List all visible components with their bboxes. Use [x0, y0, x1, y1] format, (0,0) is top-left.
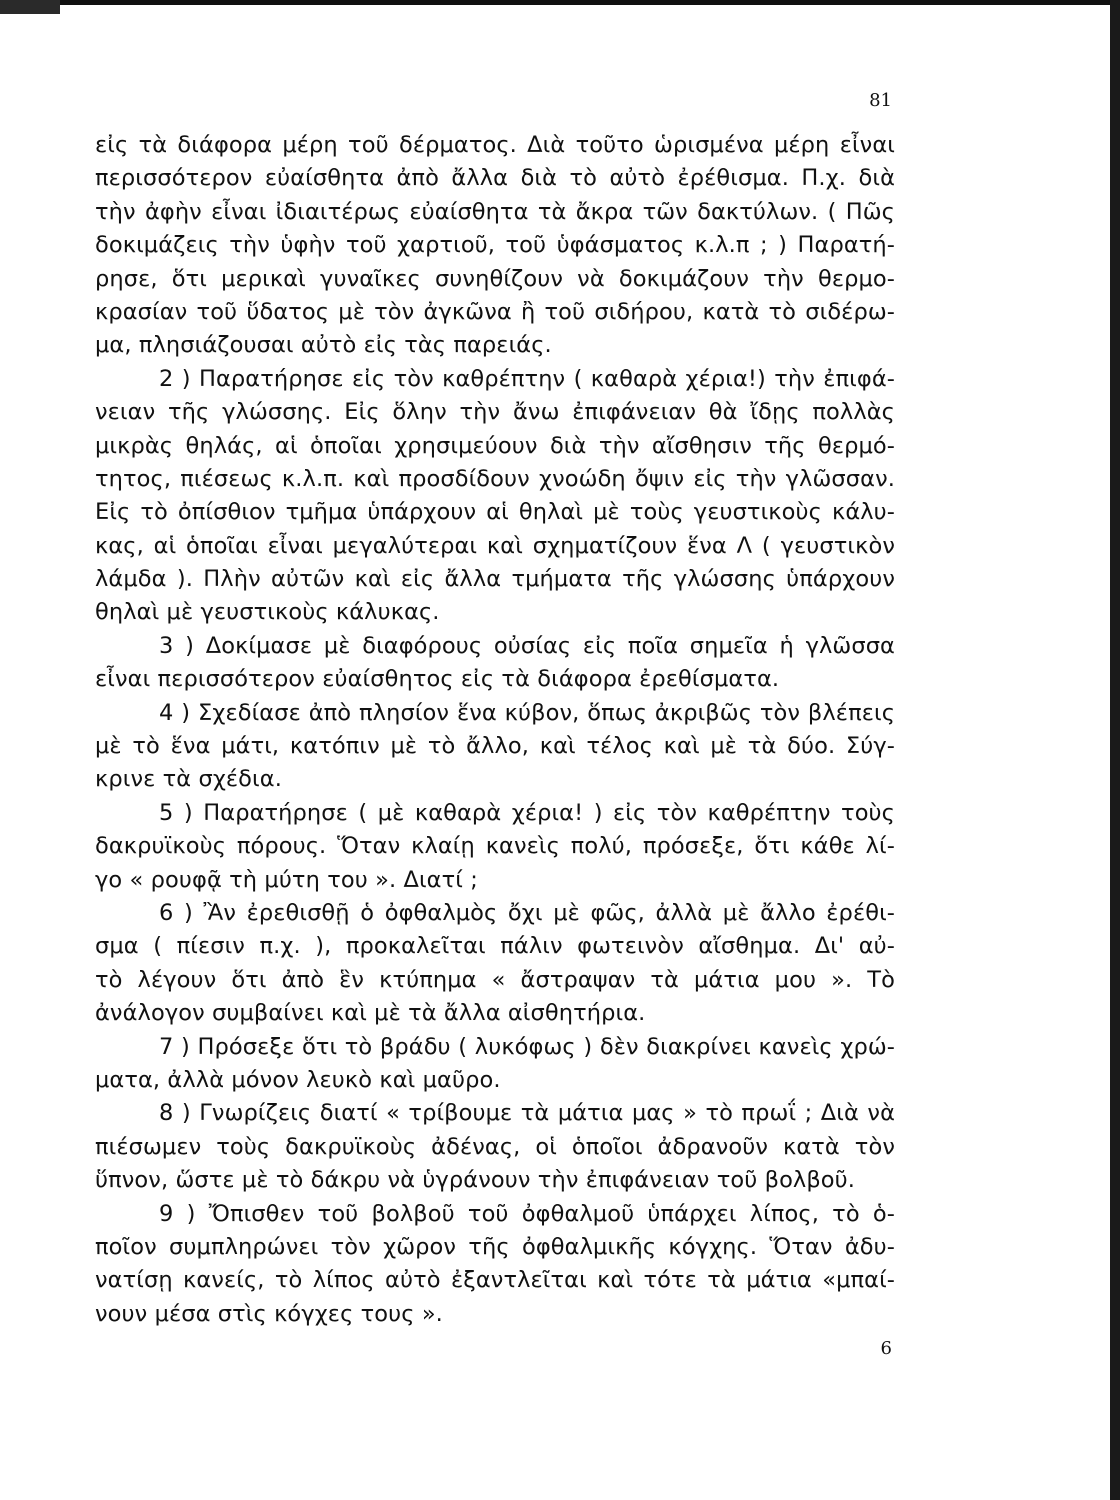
- scan-corner-mark: [0, 0, 60, 14]
- text-line: κρασίαν τοῦ ὕδατος μὲ τὸν ἀγκῶνα ἢ τοῦ σιδήρου, κατὰ τὸ σιδέρω-: [95, 298, 895, 325]
- text-line: εἶναι περισσότερον εὐαίσθητος εἰς τὰ διάφορα ἐρεθίσματα.: [95, 666, 780, 693]
- text-line: 5 ) Παρατήρησε ( μὲ καθαρὰ χέρια! ) εἰς τὸν καθρέπτην τοὺς: [159, 799, 895, 826]
- text-line: ματα, ἀλλὰ μόνον λευκὸ καὶ μαῦρο.: [95, 1066, 501, 1093]
- scan-border-right: [1110, 0, 1120, 1500]
- text-line: 4 ) Σχεδίασε ἀπὸ πλησίον ἕνα κύβον, ὅπως ἀκριβῶς τὸν βλέπεις: [159, 699, 895, 726]
- text-line: ρησε, ὅτι μερικαὶ γυναῖκες συνηθίζουν νὰ δοκιμάζουν τὴν θερμο-: [95, 265, 895, 292]
- text-line: 2 ) Παρατήρησε εἰς τὸν καθρέπτην ( καθαρὰ χέρια!) τὴν ἐπιφά-: [159, 365, 895, 392]
- text-line: νατίσῃ κανείς, τὸ λίπος αὐτὸ ἐξαντλεῖται καὶ τότε τὰ μάτια «μπαί-: [95, 1267, 895, 1294]
- page-number: 81: [869, 90, 892, 111]
- text-line: εἰς τὰ διάφορα μέρη τοῦ δέρματος. Διὰ τοῦτο ὡρισμένα μέρη εἶναι: [95, 132, 895, 158]
- text-line: ποῖον συμπληρώνει τὸν χῶρον τῆς ὀφθαλμικῆς κόγχης. Ὅταν ἀδυ-: [95, 1233, 895, 1260]
- text-line: περισσότερον εὐαίσθητα ἀπὸ ἄλλα διὰ τὸ αὐτὸ ἐρέθισμα. Π.χ. διὰ: [95, 165, 895, 192]
- body-text: [95, 129, 895, 1331]
- text-line: κρινε τὰ σχέδια.: [95, 766, 282, 793]
- text-line: μα, πλησιάζουσαι αὐτὸ εἰς τὰς παρειάς.: [95, 332, 552, 359]
- text-line: μικρὰς θηλάς, αἱ ὁποῖαι χρησιμεύουν διὰ τὴν αἴσθησιν τῆς θερμό-: [95, 432, 895, 459]
- text-line: Εἰς τὸ ὀπίσθιον τμῆμα ὑπάρχουν αἱ θηλαὶ μὲ τοὺς γευστικοὺς κάλυ-: [95, 499, 895, 526]
- text-line: δοκιμάζεις τὴν ὑφὴν τοῦ χαρτιοῦ, τοῦ ὑφάσματος κ.λ.π ; ) Παρατή-: [95, 232, 895, 259]
- text-line: λάμδα ). Πλὴν αὐτῶν καὶ εἰς ἄλλα τμήματα τῆς γλώσσης ὑπάρχουν: [95, 566, 895, 593]
- text-line: 8 ) Γνωρίζεις διατί « τρίβουμε τὰ μάτια μας » τὸ πρωΐ ; Διὰ νὰ: [159, 1100, 895, 1127]
- text-line: 3 ) Δοκίμασε μὲ διαφόρους οὐσίας εἰς ποῖα σημεῖα ἡ γλῶσσα: [159, 632, 895, 659]
- text-line: νουν μέσα στὶς κόγχες τους ».: [95, 1300, 443, 1327]
- text-line: τὸ λέγουν ὅτι ἀπὸ ἓν κτύπημα « ἄστραψαν τὰ μάτια μου ». Τὸ: [95, 966, 895, 993]
- text-line: δακρυϊκοὺς πόρους. Ὅταν κλαίῃ κανεὶς πολύ, πρόσεξε, ὅτι κάθε λί-: [95, 833, 895, 860]
- text-line: 7 ) Πρόσεξε ὅτι τὸ βράδυ ( λυκόφως ) δὲν διακρίνει κανεὶς χρώ-: [159, 1033, 895, 1060]
- text-line: θηλαὶ μὲ γευστικοὺς κάλυκας.: [95, 599, 440, 626]
- text-line: τὴν ἀφὴν εἶναι ἰδιαιτέρως εὐαίσθητα τὰ ἄκρα τῶν δακτύλων. ( Πῶς: [95, 198, 895, 225]
- text-line: γο « ρουφᾷ τὴ μύτη του ». Διατί ;: [95, 866, 478, 893]
- text-line: νειαν τῆς γλώσσης. Εἰς ὅλην τὴν ἄνω ἐπιφάνειαν θὰ ἴδῃς πολλὰς: [95, 399, 895, 426]
- signature-number: 6: [880, 1338, 892, 1359]
- text-line: μὲ τὸ ἕνα μάτι, κατόπιν μὲ τὸ ἄλλο, καὶ τέλος καὶ μὲ τὰ δύο. Σύγ-: [95, 733, 895, 760]
- text-line: 9 ) Ὄπισθεν τοῦ βολβοῦ τοῦ ὀφθαλμοῦ ὑπάρχει λίπος, τὸ ὁ-: [159, 1200, 895, 1227]
- text-line: σμα ( πίεσιν π.χ. ), προκαλεῖται πάλιν φωτεινὸν αἴσθημα. Δι' αὐ-: [95, 933, 895, 960]
- text-line: τητος, πιέσεως κ.λ.π. καὶ προσδίδουν χνοώδη ὄψιν εἰς τὴν γλῶσσαν.: [95, 465, 895, 492]
- text-line: ἀνάλογον συμβαίνει καὶ μὲ τὰ ἄλλα αἰσθητήρια.: [95, 1000, 646, 1027]
- text-line: κας, αἱ ὁποῖαι εἶναι μεγαλύτεραι καὶ σχηματίζουν ἕνα Λ ( γευστικὸν: [95, 532, 895, 559]
- text-line: πιέσωμεν τοὺς δακρυϊκοὺς ἀδένας, οἱ ὁποῖοι ἀδρανοῦν κατὰ τὸν: [95, 1133, 895, 1160]
- text-line: 6 ) Ἂν ἐρεθισθῇ ὁ ὀφθαλμὸς ὄχι μὲ φῶς, ἀλλὰ μὲ ἄλλο ἐρέθι-: [159, 899, 895, 926]
- text-line: ὕπνον, ὥστε μὲ τὸ δάκρυ νὰ ὑγράνουν τὴν ἐπιφάνειαν τοῦ βολβοῦ.: [95, 1167, 856, 1194]
- scan-border-top: [0, 0, 1120, 5]
